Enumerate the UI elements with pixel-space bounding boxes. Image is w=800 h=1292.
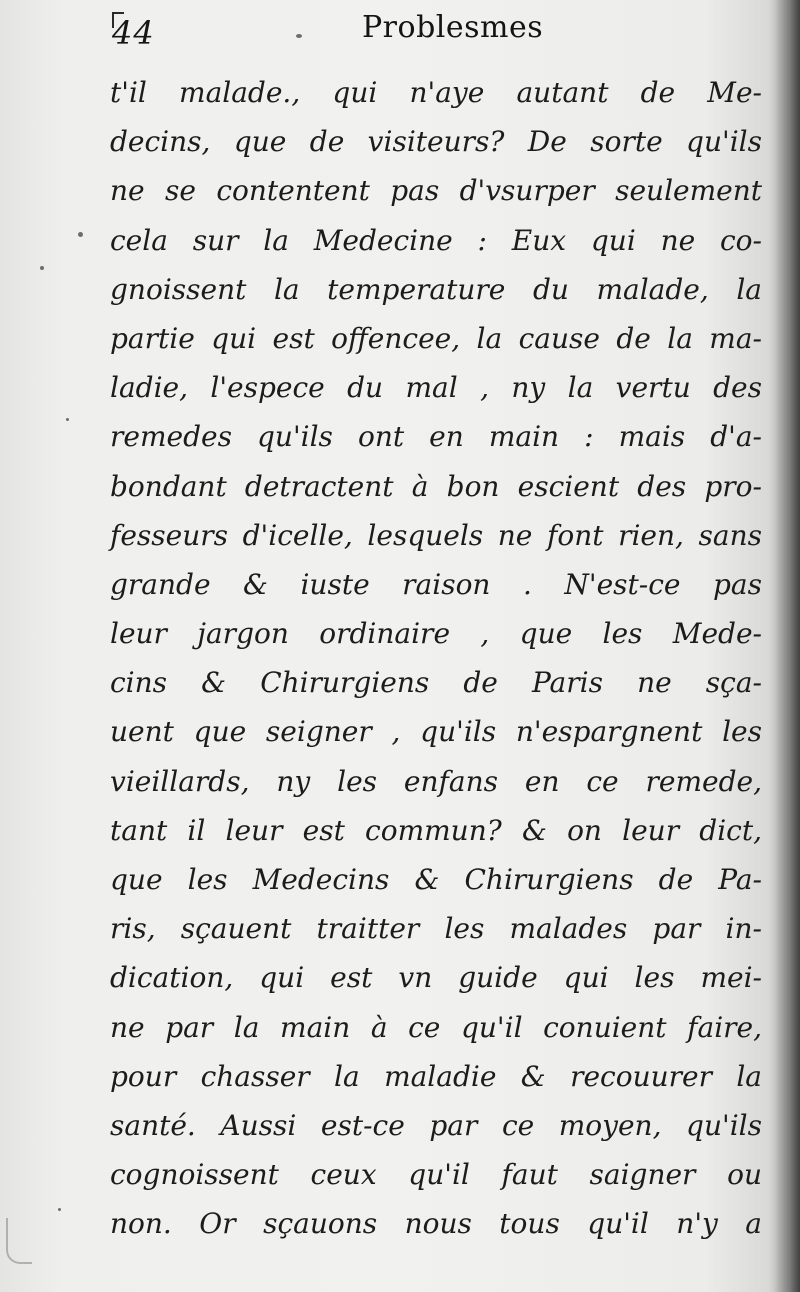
paper-speck [40, 266, 44, 270]
text-line: ne se contentent pas d'vsurper seulement [110, 174, 762, 208]
text-line: pour chasser la maladie & recouurer la [110, 1059, 762, 1093]
text-line: decins, que de visiteurs? De sorte qu'ils [110, 125, 762, 159]
text-line: non. Or sçauons nous tous qu'il n'y a [110, 1207, 762, 1241]
page-number: 44 [112, 14, 155, 52]
text-line: dication, qui est vn guide qui les mei- [110, 961, 762, 995]
page-gutter-shadow [774, 0, 800, 1292]
text-line: fesseurs d'icelle, lesquels ne font rien, sans [110, 518, 762, 552]
text-line: bondant detractent à bon escient des pro- [110, 469, 762, 503]
body-text [110, 68, 770, 1249]
paper-speck [66, 418, 69, 421]
paper-speck [58, 1208, 61, 1211]
text-line: cela sur la Medecine : Eux qui ne co- [110, 223, 762, 257]
text-line: grande & iuste raison . N'est-ce pas [110, 567, 762, 601]
text-line: santé. Aussi est-ce par ce moyen, qu'ils [110, 1108, 762, 1142]
text-line: uent que seigner , qu'ils n'espargnent les [110, 715, 762, 749]
running-head [108, 8, 768, 56]
text-line: leur jargon ordinaire , que les Mede- [110, 617, 762, 651]
margin-ink-mark [6, 1218, 32, 1264]
paper-speck [296, 34, 302, 38]
text-line: cognoissent ceux qu'il faut saigner ou [110, 1158, 762, 1192]
text-line: que les Medecins & Chirurgiens de Pa- [110, 863, 762, 896]
text-line: remedes qu'ils ont en main : mais d'a- [110, 420, 762, 454]
text-line: gnoissent la temperature du malade, la [110, 272, 762, 306]
text-line: cins & Chirurgiens de Paris ne sça- [110, 666, 762, 700]
text-line: ris, sçauent traitter les malades par in- [110, 912, 762, 946]
text-line: ne par la main à ce qu'il conuient faire, [110, 1010, 762, 1044]
paper-speck [78, 232, 83, 237]
text-line: vieillards, ny les enfans en ce remede, [110, 764, 762, 798]
text-line: t'il malade., qui n'aye autant de Me- [110, 76, 762, 109]
text-line: ladie, l'espece du mal , ny la vertu des [110, 371, 762, 405]
text-line: partie qui est offencee, la cause de la ma- [110, 321, 762, 355]
text-line: tant il leur est commun? & on leur dict, [110, 813, 762, 847]
running-title: Problesmes [362, 10, 544, 45]
